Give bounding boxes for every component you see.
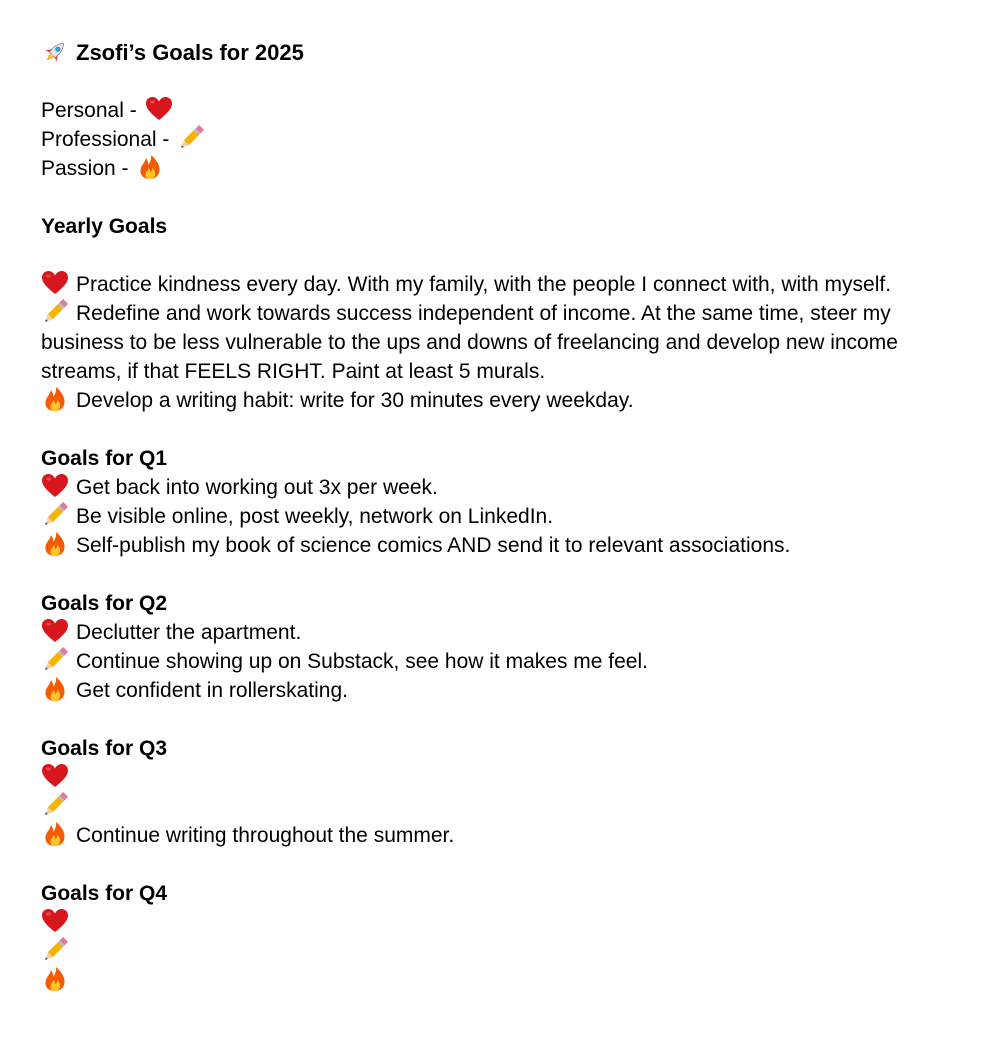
pencil-icon xyxy=(41,299,69,325)
q3-professional-goal xyxy=(41,792,976,821)
blank-line xyxy=(41,67,976,96)
pencil-icon xyxy=(41,937,69,963)
yearly-heading: Yearly Goals xyxy=(41,215,168,238)
q1-professional-goal xyxy=(41,502,976,531)
blank-line xyxy=(41,705,976,734)
q1-passion-goal xyxy=(41,531,976,560)
legend-professional xyxy=(41,125,976,154)
goal-text: Develop a writing habit: write for 30 minutes every weekday. xyxy=(76,389,634,412)
heart-icon xyxy=(41,763,69,789)
heart-icon xyxy=(41,618,69,644)
goals-document xyxy=(41,38,976,995)
fire-icon xyxy=(41,386,69,412)
yearly-passion-goal xyxy=(41,386,976,415)
yearly-professional-goal xyxy=(41,299,976,386)
goal-text: Continue writing throughout the summer. xyxy=(76,824,455,847)
blank-line xyxy=(41,850,976,879)
goal-text: Declutter the apartment. xyxy=(76,621,302,644)
goal-text: Be visible online, post weekly, network on LinkedIn. xyxy=(76,505,554,528)
title-text: Zsofi’s Goals for 2025 xyxy=(76,40,304,65)
rocket-icon xyxy=(41,39,69,65)
legend-passion xyxy=(41,154,976,183)
goal-text: Get confident in rollerskating. xyxy=(76,679,348,702)
q1-personal-goal xyxy=(41,473,976,502)
legend-personal xyxy=(41,96,976,125)
pencil-icon xyxy=(177,125,205,151)
legend-personal-label: Personal - xyxy=(41,99,143,122)
blank-line xyxy=(41,560,976,589)
heart-icon xyxy=(41,473,69,499)
legend-professional-label: Professional - xyxy=(41,128,176,151)
fire-icon xyxy=(41,531,69,557)
q4-heading: Goals for Q4 xyxy=(41,882,168,905)
goal-text: Self-publish my book of science comics AND send it to relevant associations. xyxy=(76,534,791,557)
goal-text: Redefine and work towards success independent of income. At the same time, steer my business to be less vulnerable to the ups and downs of freelancing and develop new income streams, if that FEELS RIGHT. Paint at least 5 murals. xyxy=(41,302,898,383)
heart-icon xyxy=(145,96,173,122)
pencil-icon xyxy=(41,502,69,528)
q3-passion-goal xyxy=(41,821,976,850)
blank-line xyxy=(41,183,976,212)
fire-icon xyxy=(41,821,69,847)
goal-text: Get back into working out 3x per week. xyxy=(76,476,438,499)
q3-heading: Goals for Q3 xyxy=(41,737,168,760)
goal-text: Continue showing up on Substack, see how it makes me feel. xyxy=(76,650,648,673)
document-title xyxy=(41,38,976,67)
q4-passion-goal xyxy=(41,966,976,995)
q1-heading: Goals for Q1 xyxy=(41,447,168,470)
fire-icon xyxy=(136,154,164,180)
q2-heading: Goals for Q2 xyxy=(41,592,168,615)
pencil-icon xyxy=(41,792,69,818)
heart-icon xyxy=(41,270,69,296)
q4-professional-goal xyxy=(41,937,976,966)
yearly-personal-goal xyxy=(41,270,976,299)
legend-passion-label: Passion - xyxy=(41,157,135,180)
q2-professional-goal xyxy=(41,647,976,676)
fire-icon xyxy=(41,676,69,702)
q2-passion-goal xyxy=(41,676,976,705)
fire-icon xyxy=(41,966,69,992)
blank-line xyxy=(41,415,976,444)
q4-personal-goal xyxy=(41,908,976,937)
blank-line xyxy=(41,241,976,270)
heart-icon xyxy=(41,908,69,934)
q2-personal-goal xyxy=(41,618,976,647)
q3-personal-goal xyxy=(41,763,976,792)
pencil-icon xyxy=(41,647,69,673)
goal-text: Practice kindness every day. With my family, with the people I connect with, with myself. xyxy=(76,273,892,296)
